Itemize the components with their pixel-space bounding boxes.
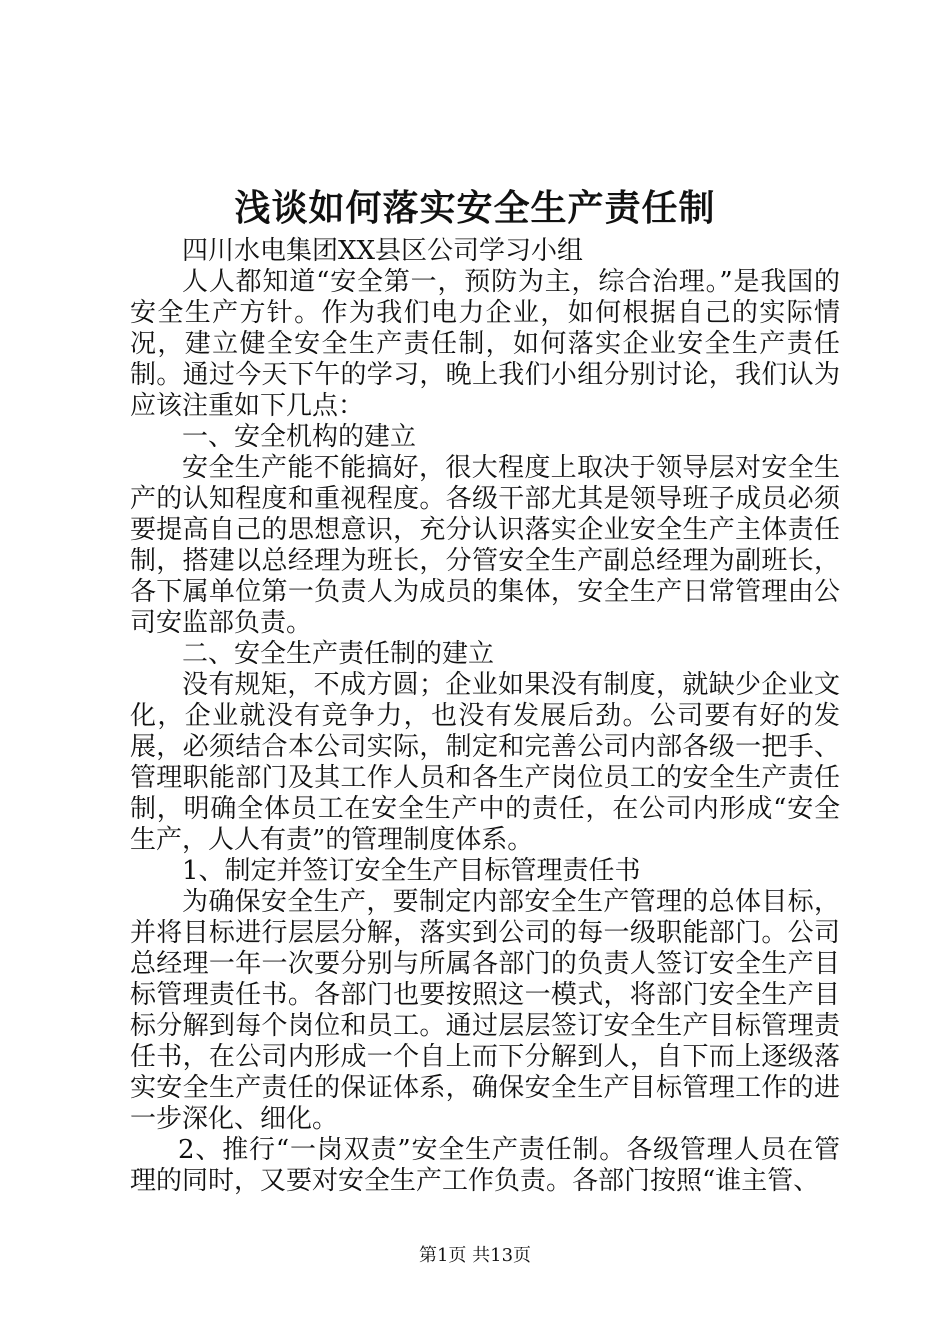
subsection-heading-1: 1、制定并签订安全生产目标管理责任书	[182, 856, 641, 886]
paragraph-subsection-1: 为确保安全生产，要制定内部安全生产管理的总体目标，并将目标进行层层分解，落实到公司的每一级职能部门。公司总经理一年一次要分别与所属各部门的负责人签订安全生产目标管理责任书。各部门也要按照这一模式，将部门安全生产目标分解到每个岗位和员工。通过层层签订安全生产目标管理责任书，在公司内形成一个自上而下分解到人，自下而上逐级落实安全生产责任的保证体系，确保安全生产目标管理工作的进一步深化、细化。	[130, 887, 840, 1134]
document-body	[130, 236, 840, 1197]
paragraph-section-1: 安全生产能不能搞好，很大程度上取决于领导层对安全生产的认知程度和重视程度。各级干部尤其是领导班子成员必须要提高自己的思想意识，充分认识落实企业安全生产主体责任制，搭建以总经理为班长，分管安全生产副总经理为副班长，各下属单位第一负责人为成员的集体，安全生产日常管理由公司安监部负责。	[130, 453, 840, 638]
paragraph-section-2: 没有规矩，不成方圆；企业如果没有制度，就缺少企业文化，企业就没有竞争力，也没有发展后劲。公司要有好的发展，必须结合本公司实际，制定和完善公司内部各级一把手、管理职能部门及其工作人员和各生产岗位员工的安全生产责任制，明确全体员工在安全生产中的责任，在公司内形成“安全生产，人人有责”的管理制度体系。	[130, 670, 840, 855]
document-title: 浅谈如何落实安全生产责任制	[234, 187, 716, 229]
page-footer: 第1页 共13页	[418, 1245, 532, 1266]
paragraph-intro: 人人都知道“安全第一，预防为主，综合治理。”是我国的安全生产方针。作为我们电力企业，如何根据自己的实际情况，建立健全安全生产责任制，如何落实企业安全生产责任制。通过今天下午的学习，晚上我们小组分别讨论，我们认为应该注重如下几点：	[130, 267, 840, 421]
author-line: 四川水电集团XX县区公司学习小组	[182, 236, 584, 266]
section-heading-1: 一、安全机构的建立	[182, 422, 417, 452]
paragraph-subsection-2: 2、推行“一岗双责”安全生产责任制。各级管理人员在管理的同时，又要对安全生产工作负责。各部门按照“谁主管、	[130, 1135, 840, 1196]
section-heading-2: 二、安全生产责任制的建立	[182, 639, 495, 669]
